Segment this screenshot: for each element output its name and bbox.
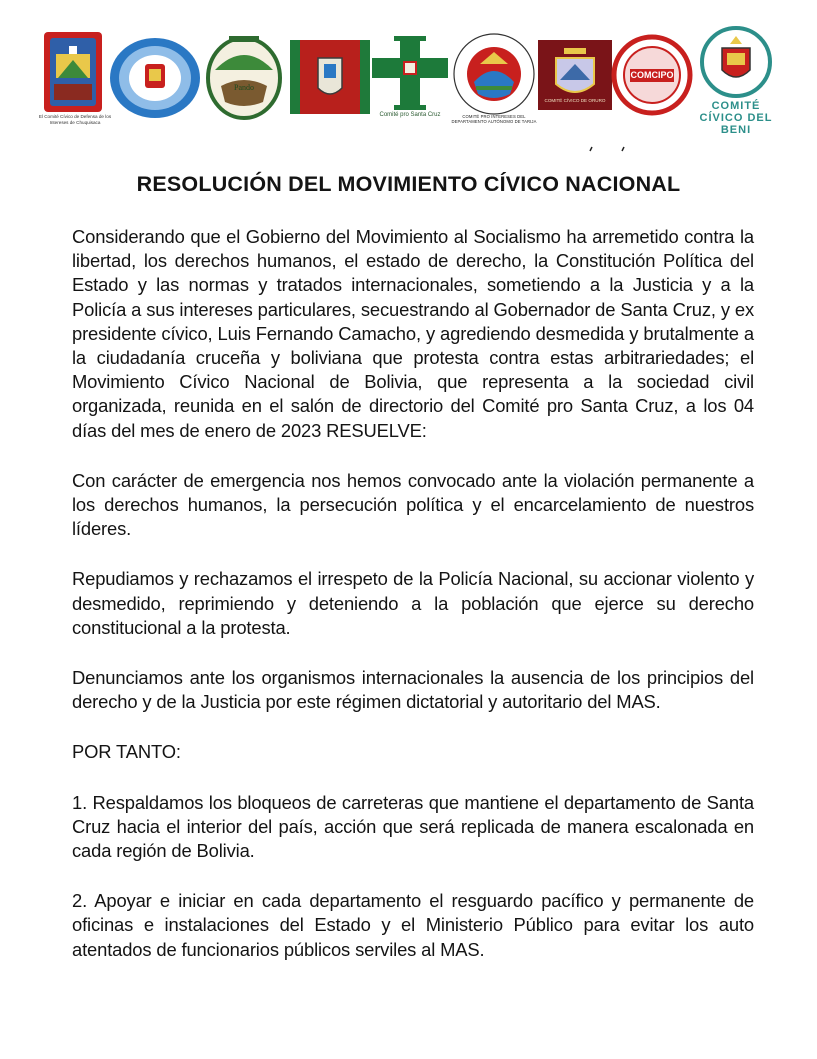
- comite-pro-intereses-tarija-logo: [451, 30, 537, 124]
- resolution-item-2: 2. Apoyar e iniciar en cada departamento el resguardo pacífico y permanente de oficinas e instalaciones del Estado y el Ministerio Público para evitar los auto atentados de funcionarios públicos serviles al MAS.: [72, 890, 754, 960]
- logo-caption: COMITÉ PRO INTERESES DEL DEPARTAMENTO AUTÓNOMO DE TARIJA: [451, 114, 537, 124]
- logo-strip: [0, 0, 817, 150]
- comite-civico-pando-logo: [205, 30, 283, 122]
- comite-civico-interes-logo: [40, 32, 110, 142]
- logo-caption: COMCIPO: [630, 70, 674, 80]
- paragraph-repudiamos: Repudiamos y rechazamos el irrespeto de la Policía Nacional, su accionar violento y desmedido, reprimiendo y deteniendo a la población que ejerce su derecho constitucional a la protesta.: [72, 568, 754, 638]
- paragraph-considerando: Considerando que el Gobierno del Movimiento al Socialismo ha arremetido contra la libertad, los derechos humanos, el estado de derecho, la Constitución Política del Estado y las normas y tratados internacionales, sometiendo a la Justicia y a la Policía a sus intereses particulares, secuestrando al Gobernador de Santa Cruz, y ex presidente cívico, Luis Fernando Camacho, y agrediendo desmedida y brutalmente a la ciudadanía cruceña y boliviana que protesta contra estas arbitrariedades; el Movimiento Cívico Nacional de Bolivia, que representa a la sociedad civil organizada, reunida en el salón de directorio del Comité pro Santa Cruz, a los 04 días del mes de enero de 2023 RESUELVE:: [72, 226, 754, 441]
- logo-caption: El Comité Cívico de Defensa de los Intereses de Chuquisaca: [38, 114, 112, 125]
- logo-caption: [213, 86, 275, 91]
- comite-civico-red-logo: [290, 40, 370, 114]
- logo-caption: Comité pro Santa Cruz: [379, 112, 441, 118]
- paragraph-denunciamos: Denunciamos ante los organismos internacionales la ausencia de los principios del derecho y de la Justicia por este régimen dictatorial y autoritario del MAS.: [72, 667, 754, 713]
- comite-pro-santa-cruz-logo: [372, 36, 448, 118]
- document-body: [72, 225, 754, 962]
- paragraph-emergencia: Con carácter de emergencia nos hemos convocado ante la violación permanente a los derechos humanos, la persecución política y el encarcelamiento de nuestros líderes.: [72, 469, 754, 540]
- comite-civico-oruro-logo: [538, 40, 612, 110]
- document-title: RESOLUCIÓN DEL MOVIMIENTO CÍVICO NACIONAL: [136, 172, 681, 196]
- resolution-item-1: 1. Respaldamos los bloqueos de carreteras que mantiene el departamento de Santa Cruz hacia el interior del país, acción que será replicada de manera escalonada en cada región de Bolivia.: [72, 791, 754, 862]
- comite-civico-beni-logo: [694, 26, 778, 136]
- logo-caption: COMITÉ CÍVICO DEL BENI: [699, 100, 773, 136]
- svg-text:Pando: Pando: [234, 83, 254, 92]
- comcipo-logo: [612, 34, 692, 116]
- paragraph-por-tanto: POR TANTO:: [72, 741, 181, 763]
- logo-caption: COMITÉ CÍVICO DE ORURO: [544, 98, 606, 103]
- scan-marks: [588, 140, 628, 158]
- comite-civico-potosi-logo: [108, 36, 202, 120]
